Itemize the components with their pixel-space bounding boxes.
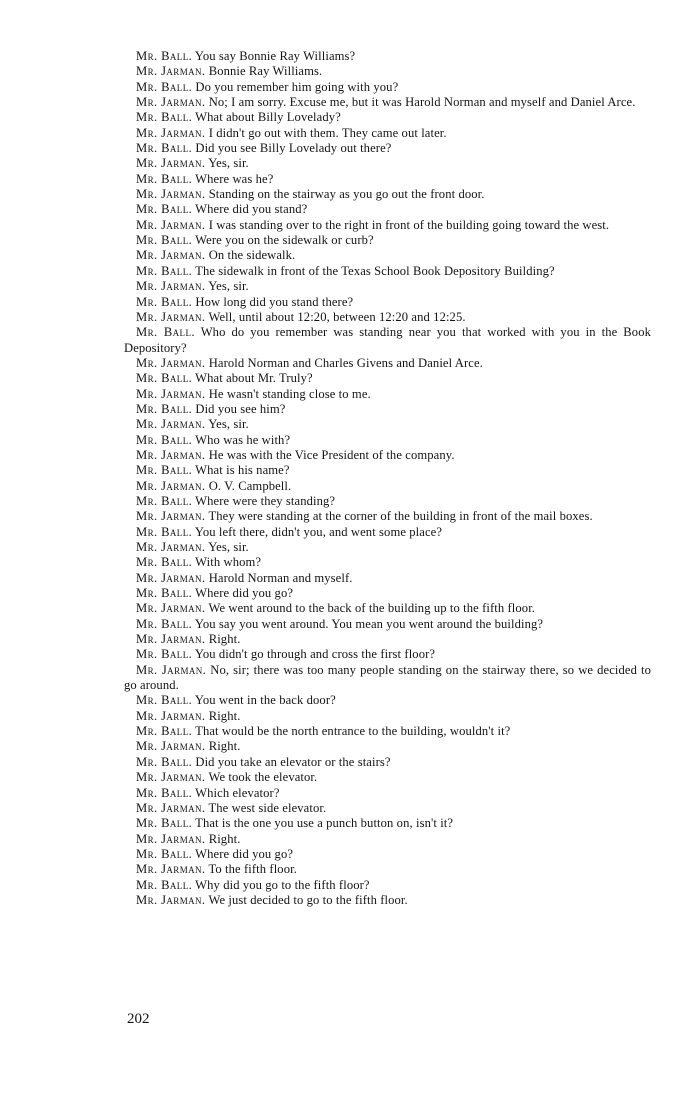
testimony-line bbox=[124, 463, 651, 478]
testimony-line bbox=[124, 49, 651, 64]
speech-text: Did you see Billy Lovelady out there? bbox=[195, 141, 392, 156]
speaker-label: Mr. Jarman. bbox=[136, 447, 206, 462]
speaker-label: Mr. Ball. bbox=[136, 432, 193, 447]
speech-text: We took the elevator. bbox=[208, 770, 318, 785]
speaker-label: Mr. Jarman. bbox=[136, 156, 206, 171]
testimony-line bbox=[124, 893, 651, 908]
testimony-line bbox=[124, 693, 651, 708]
speech-text: We went around to the back of the building up to the fifth floor. bbox=[208, 601, 536, 616]
speaker-label: Mr. Jarman. bbox=[136, 739, 206, 754]
speaker-label: Mr. Jarman. bbox=[136, 770, 206, 785]
speaker-label: Mr. Ball. bbox=[136, 724, 193, 739]
testimony-line bbox=[124, 248, 651, 263]
speech-text: Where did you go? bbox=[195, 846, 294, 861]
testimony-line bbox=[124, 202, 651, 217]
speaker-label: Mr. Jarman. bbox=[136, 309, 206, 324]
speech-text: Well, until about 12:20, between 12:20 and 12:25. bbox=[208, 309, 466, 324]
testimony-line bbox=[124, 878, 651, 893]
speaker-label: Mr. Jarman. bbox=[136, 831, 206, 846]
testimony-line bbox=[124, 540, 651, 555]
testimony-line bbox=[124, 663, 651, 694]
testimony-line bbox=[124, 264, 651, 279]
testimony-line bbox=[124, 862, 651, 877]
speech-text: Yes, sir. bbox=[208, 540, 249, 554]
testimony-line bbox=[124, 647, 651, 662]
speaker-label: Mr. Ball. bbox=[136, 616, 193, 631]
speaker-label: Mr. Ball. bbox=[136, 202, 193, 217]
speech-text: Right. bbox=[208, 739, 241, 754]
speaker-label: Mr. Jarman. bbox=[136, 217, 206, 232]
speaker-label: Mr. Jarman. bbox=[136, 708, 206, 723]
speech-text: Bonnie Ray Williams. bbox=[208, 64, 323, 79]
speaker-label: Mr. Jarman. bbox=[136, 570, 206, 585]
speech-text: Do you remember him going with you? bbox=[195, 79, 399, 94]
speech-text: You say you went around. You mean you went around the building? bbox=[194, 616, 544, 631]
speech-text: Where were they standing? bbox=[195, 493, 336, 508]
testimony-line bbox=[124, 356, 651, 371]
testimony-line bbox=[124, 325, 651, 356]
speech-text: Right. bbox=[208, 632, 241, 647]
speech-text: What about Billy Lovelady? bbox=[195, 110, 341, 125]
speech-text: Where was he? bbox=[195, 171, 274, 186]
testimony-line bbox=[124, 724, 651, 739]
speech-text: We just decided to go to the fifth floor. bbox=[208, 892, 408, 907]
speaker-label: Mr. Ball. bbox=[136, 647, 193, 662]
testimony-line bbox=[124, 617, 651, 632]
speaker-label: Mr. Ball. bbox=[136, 294, 193, 309]
page-number: 202 bbox=[127, 1011, 150, 1027]
speech-text: You say Bonnie Ray Williams? bbox=[194, 49, 356, 63]
speaker-label: Mr. Jarman. bbox=[136, 509, 206, 524]
testimony-line bbox=[124, 632, 651, 647]
speech-text: O. V. Campbell. bbox=[208, 478, 292, 493]
speaker-label: Mr. Ball. bbox=[136, 49, 193, 63]
speech-text: What is his name? bbox=[195, 463, 290, 478]
speaker-label: Mr. Ball. bbox=[136, 524, 193, 539]
testimony-line bbox=[124, 770, 651, 785]
speaker-label: Mr. Ball. bbox=[136, 141, 193, 156]
testimony-line bbox=[124, 310, 651, 325]
speaker-label: Mr. Ball. bbox=[136, 401, 193, 416]
speaker-label: Mr. Ball. bbox=[136, 586, 193, 601]
speech-text: Who was he with? bbox=[195, 432, 291, 447]
speaker-label: Mr. Ball. bbox=[136, 325, 195, 340]
speaker-label: Mr. Jarman. bbox=[136, 386, 206, 401]
testimony-line bbox=[124, 187, 651, 202]
speaker-label: Mr. Jarman. bbox=[136, 64, 206, 79]
speech-text: On the sidewalk. bbox=[208, 248, 296, 263]
speech-text: Did you see him? bbox=[195, 401, 286, 416]
speech-text: Harold Norman and myself. bbox=[208, 570, 353, 585]
speech-text: Did you take an elevator or the stairs? bbox=[195, 754, 391, 769]
speaker-label: Mr. Jarman. bbox=[136, 632, 206, 647]
testimony-line bbox=[124, 387, 651, 402]
testimony-line bbox=[124, 739, 651, 754]
speaker-label: Mr. Jarman. bbox=[136, 662, 207, 677]
speech-text: Right. bbox=[208, 708, 241, 723]
testimony-line bbox=[124, 601, 651, 616]
speaker-label: Mr. Jarman. bbox=[136, 601, 206, 616]
speech-text: To the fifth floor. bbox=[208, 862, 297, 877]
testimony-line bbox=[124, 95, 651, 110]
testimony-line bbox=[124, 509, 651, 524]
speaker-label: Mr. Jarman. bbox=[136, 95, 206, 110]
testimony-line bbox=[124, 110, 651, 125]
testimony-line bbox=[124, 172, 651, 187]
speech-text: That would be the north entrance to the building, wouldn't it? bbox=[195, 724, 511, 739]
speaker-label: Mr. Ball. bbox=[136, 754, 193, 769]
testimony-line bbox=[124, 847, 651, 862]
testimony-line bbox=[124, 141, 651, 156]
testimony-line bbox=[124, 571, 651, 586]
speech-text: You didn't go through and cross the first floor? bbox=[194, 647, 436, 662]
speech-text: What about Mr. Truly? bbox=[195, 371, 313, 386]
speech-text: How long did you stand there? bbox=[195, 294, 354, 309]
speaker-label: Mr. Ball. bbox=[136, 79, 193, 94]
speech-text: That is the one you use a punch button on, isn't it? bbox=[195, 816, 454, 831]
speaker-label: Mr. Ball. bbox=[136, 785, 193, 800]
speaker-label: Mr. Ball. bbox=[136, 693, 193, 708]
speech-text: With whom? bbox=[195, 555, 262, 570]
testimony-line bbox=[124, 295, 651, 310]
speaker-label: Mr. Jarman. bbox=[136, 187, 206, 202]
testimony-transcript bbox=[124, 49, 651, 908]
testimony-line bbox=[124, 233, 651, 248]
testimony-line bbox=[124, 80, 651, 95]
speech-text: Yes, sir. bbox=[208, 417, 249, 432]
speaker-label: Mr. Ball. bbox=[136, 171, 193, 186]
testimony-line bbox=[124, 417, 651, 432]
testimony-line bbox=[124, 279, 651, 294]
testimony-line bbox=[124, 218, 651, 233]
testimony-line bbox=[124, 156, 651, 171]
speaker-label: Mr. Jarman. bbox=[136, 355, 206, 370]
testimony-line bbox=[124, 755, 651, 770]
speaker-label: Mr. Jarman. bbox=[136, 892, 206, 907]
speaker-label: Mr. Jarman. bbox=[136, 248, 206, 263]
speaker-label: Mr. Ball. bbox=[136, 371, 193, 386]
speaker-label: Mr. Ball. bbox=[136, 816, 193, 831]
testimony-line bbox=[124, 816, 651, 831]
speech-text: Yes, sir. bbox=[208, 156, 249, 171]
speech-text: The sidewalk in front of the Texas School Book Depository Building? bbox=[195, 263, 555, 278]
testimony-line bbox=[124, 801, 651, 816]
speaker-label: Mr. Ball. bbox=[136, 263, 193, 278]
speaker-label: Mr. Ball. bbox=[136, 463, 193, 478]
testimony-line bbox=[124, 525, 651, 540]
testimony-line bbox=[124, 555, 651, 570]
speaker-label: Mr. Jarman. bbox=[136, 478, 206, 493]
testimony-line bbox=[124, 494, 651, 509]
speech-text: Which elevator? bbox=[195, 785, 280, 800]
testimony-line bbox=[124, 126, 651, 141]
testimony-line bbox=[124, 786, 651, 801]
testimony-line bbox=[124, 402, 651, 417]
speech-text: Where did you stand? bbox=[195, 202, 308, 217]
speech-text: Yes, sir. bbox=[208, 279, 249, 294]
speech-text: Were you on the sidewalk or curb? bbox=[195, 233, 374, 248]
speaker-label: Mr. Jarman. bbox=[136, 279, 206, 294]
speech-text: You went in the back door? bbox=[194, 693, 336, 708]
testimony-line bbox=[124, 448, 651, 463]
speaker-label: Mr. Jarman. bbox=[136, 125, 206, 140]
speech-text: Standing on the stairway as you go out the front door. bbox=[208, 187, 485, 202]
speaker-label: Mr. Jarman. bbox=[136, 540, 206, 554]
speaker-label: Mr. Ball. bbox=[136, 233, 193, 248]
speech-text: Harold Norman and Charles Givens and Daniel Arce. bbox=[208, 355, 483, 370]
speaker-label: Mr. Ball. bbox=[136, 877, 193, 892]
speech-text: I was standing over to the right in front of the building going toward the west. bbox=[208, 217, 610, 232]
testimony-line bbox=[124, 832, 651, 847]
speech-text: He was with the Vice President of the company. bbox=[208, 447, 455, 462]
speaker-label: Mr. Jarman. bbox=[136, 417, 206, 432]
speech-text: You left there, didn't you, and went some place? bbox=[194, 524, 443, 539]
speech-text: The west side elevator. bbox=[208, 800, 327, 815]
speech-text: Why did you go to the fifth floor? bbox=[195, 877, 370, 892]
speech-text: Who do you remember was standing near you that worked with you in the Book Depository? bbox=[124, 325, 651, 355]
speech-text: Where did you go? bbox=[195, 586, 294, 601]
testimony-line bbox=[124, 64, 651, 79]
speaker-label: Mr. Ball. bbox=[136, 493, 193, 508]
speech-text: They were standing at the corner of the building in front of the mail boxes. bbox=[208, 509, 593, 524]
speaker-label: Mr. Ball. bbox=[136, 555, 193, 570]
speech-text: No; I am sorry. Excuse me, but it was Harold Norman and myself and Daniel Arce. bbox=[208, 95, 636, 110]
testimony-line bbox=[124, 586, 651, 601]
testimony-line bbox=[124, 709, 651, 724]
testimony-line bbox=[124, 433, 651, 448]
speaker-label: Mr. Ball. bbox=[136, 846, 193, 861]
speech-text: He wasn't standing close to me. bbox=[208, 386, 371, 401]
speaker-label: Mr. Jarman. bbox=[136, 800, 206, 815]
testimony-line bbox=[124, 371, 651, 386]
speech-text: Right. bbox=[208, 831, 241, 846]
speaker-label: Mr. Jarman. bbox=[136, 862, 206, 877]
speech-text: I didn't go out with them. They came out later. bbox=[208, 125, 447, 140]
speech-text: No, sir; there was too many people standing on the stairway there, so we decided to go around. bbox=[124, 662, 651, 693]
testimony-line bbox=[124, 479, 651, 494]
speaker-label: Mr. Ball. bbox=[136, 110, 193, 125]
